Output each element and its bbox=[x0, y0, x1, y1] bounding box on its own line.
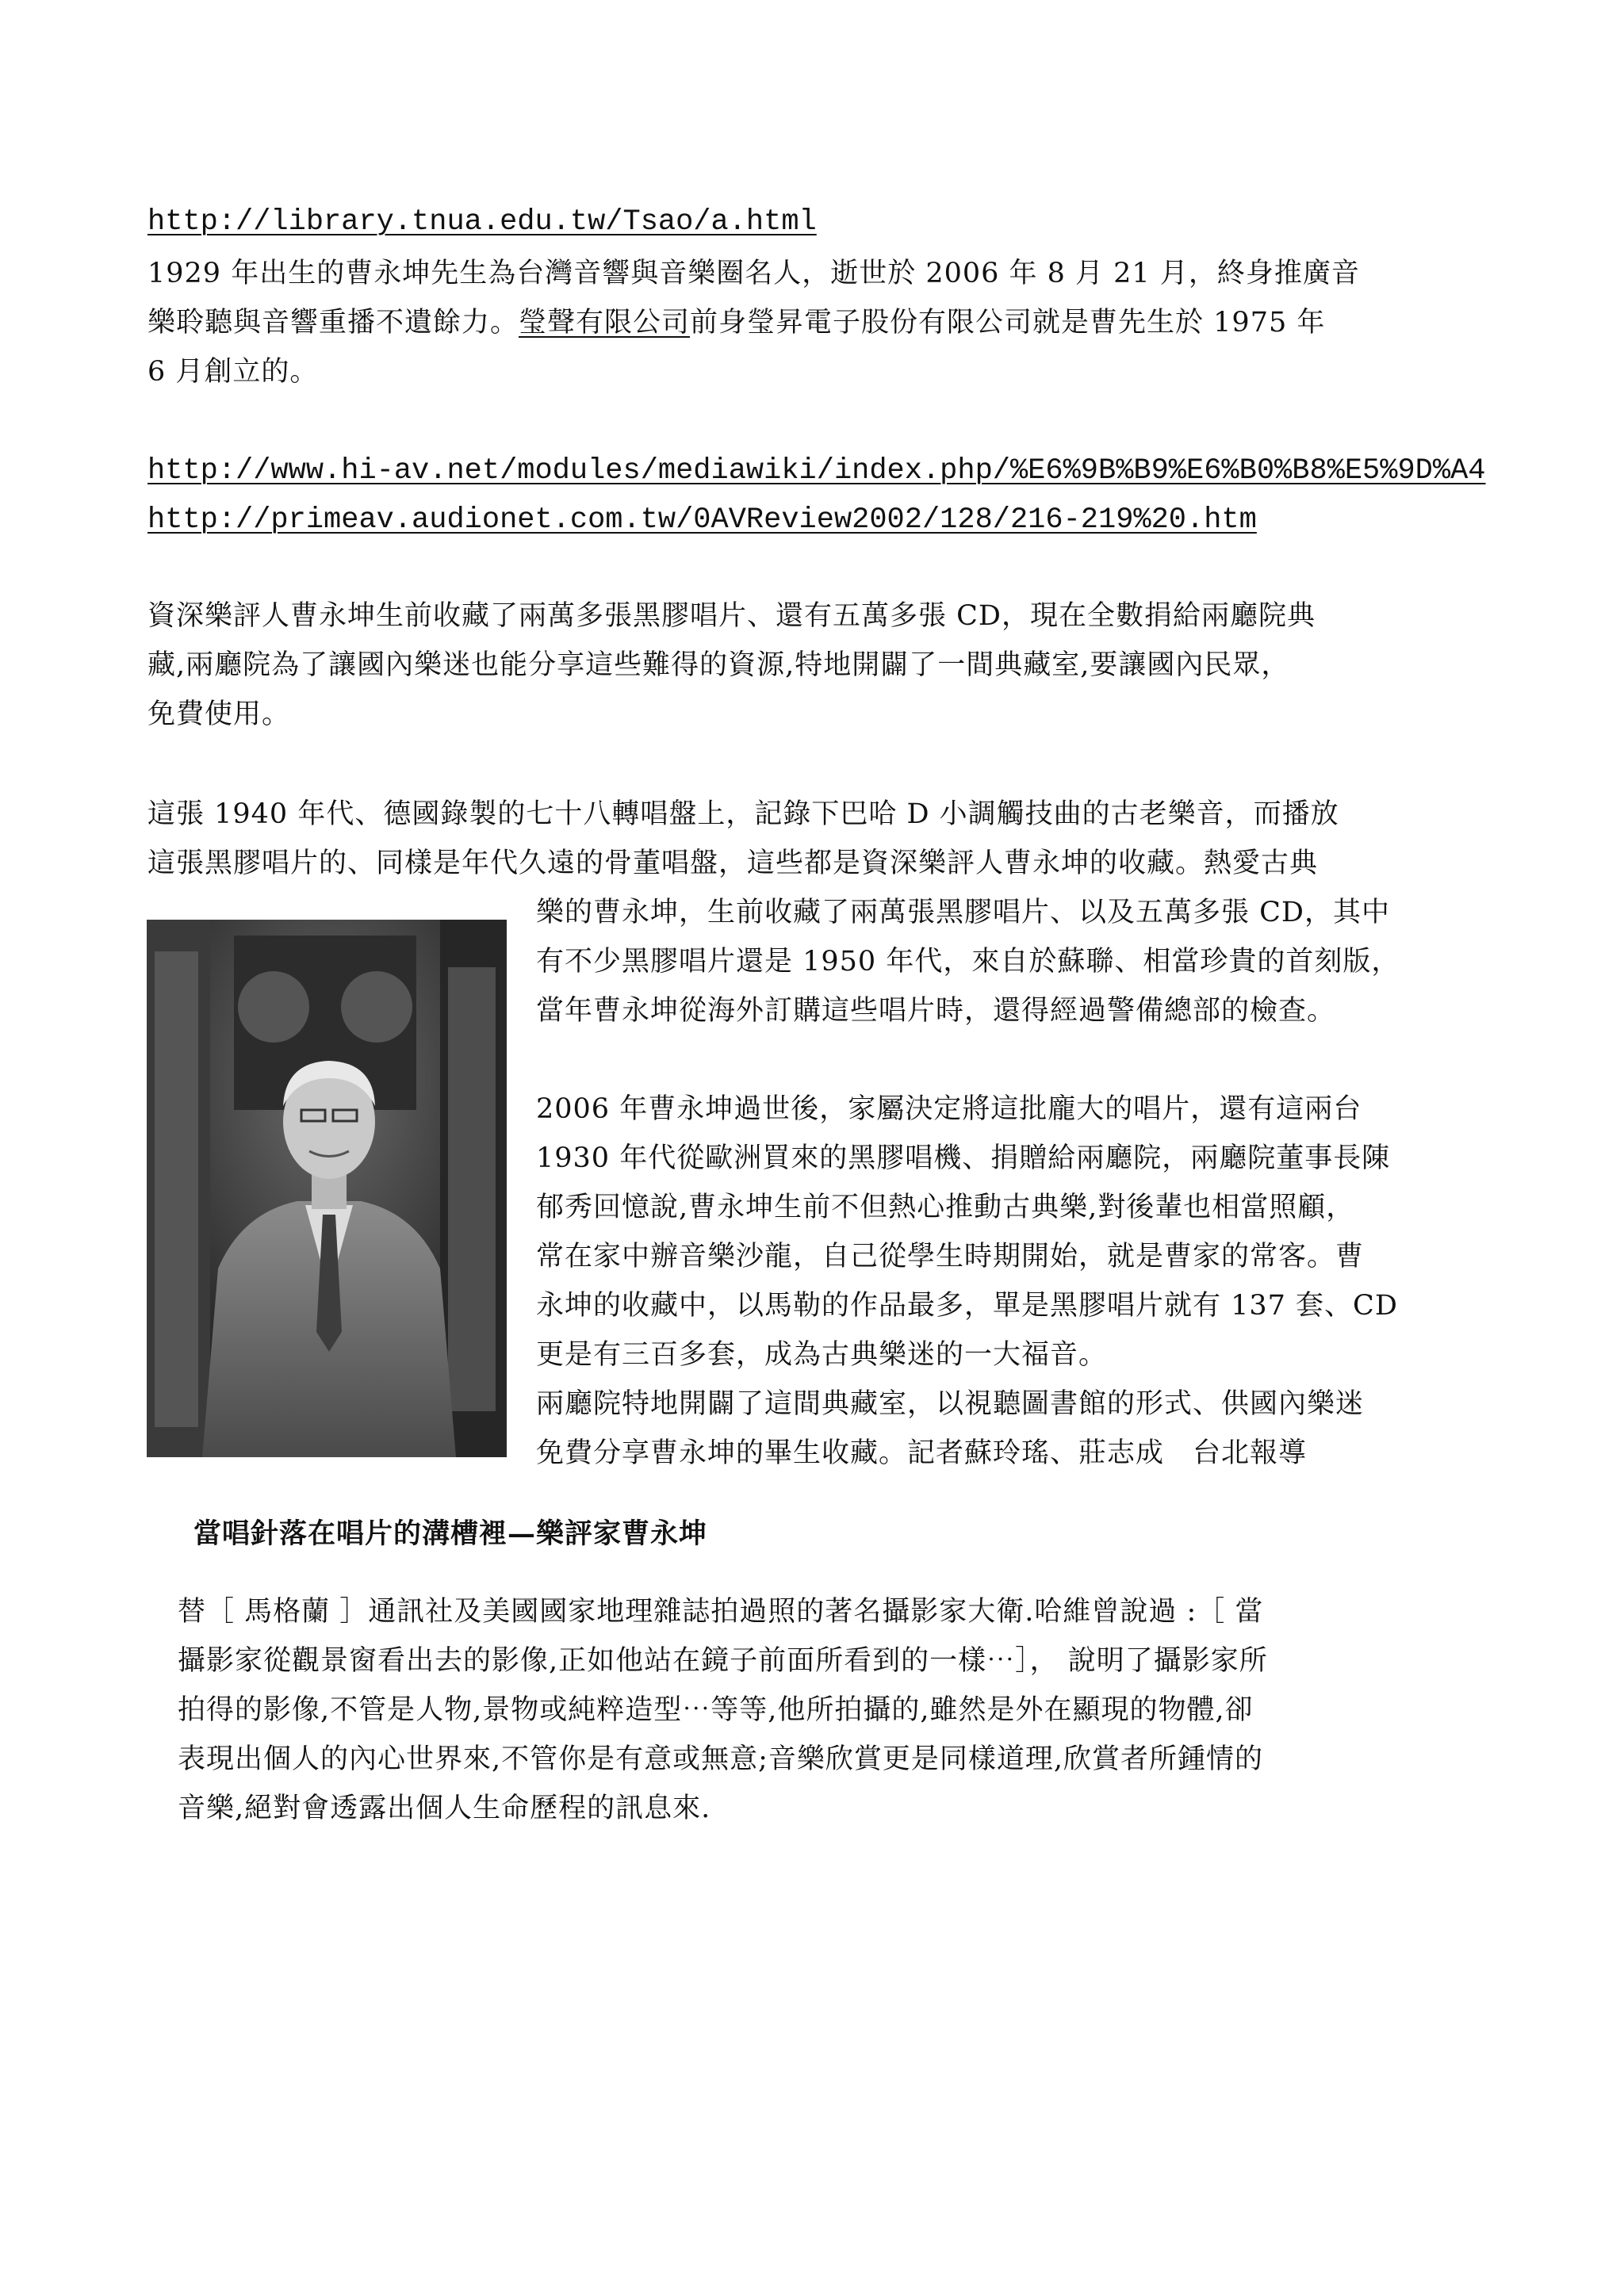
article-line-13: 免費分享曹永坤的畢生收藏。記者蘇玲瑤、莊志成 台北報導 bbox=[536, 1437, 1308, 1469]
donation-line-3: 免費使用。 bbox=[147, 698, 291, 730]
portrait-photo bbox=[147, 920, 507, 1457]
article-line-11: 更是有三百多套，成為古典樂迷的一大福音。 bbox=[536, 1339, 1108, 1371]
article-line-4: 有不少黑膠唱片還是 1950 年代，來自於蘇聯、相當珍貴的首刻版， bbox=[536, 946, 1400, 978]
article-line-1: 這張 1940 年代、德國錄製的七十八轉唱盤上，記錄下巴哈 D 小調觸技曲的古老樂音，而播放 bbox=[147, 798, 1339, 830]
essay-heading: 當唱針落在唱片的溝槽裡—樂評家曹永坤 bbox=[193, 1517, 708, 1550]
article-line-5: 當年曹永坤從海外訂購這些唱片時，還得經過警備總部的檢查。 bbox=[536, 995, 1336, 1027]
link-tnua[interactable]: http://library.tnua.edu.tw/Tsao/a.html bbox=[147, 205, 817, 239]
portrait-illustration bbox=[147, 920, 507, 1457]
article-line-2: 這張黑膠唱片的、同樣是年代久遠的骨董唱盤，這些都是資深樂評人曹永坤的收藏。熱愛古典 bbox=[147, 848, 1319, 879]
article-line-3: 樂的曹永坤，生前收藏了兩萬張黑膠唱片、以及五萬多張 CD，其中 bbox=[536, 897, 1390, 928]
essay-line-5: 音樂,絕對會透露出個人生命歷程的訊息來. bbox=[178, 1793, 711, 1824]
article-line-9: 常在家中辦音樂沙龍，自己從學生時期開始，就是曹家的常客。曹 bbox=[536, 1241, 1365, 1272]
article-line-7: 1930 年代從歐洲買來的黑膠唱機、捐贈給兩廳院，兩廳院董事長陳 bbox=[536, 1142, 1391, 1174]
intro-line-2-a: 樂聆聽與音響重播不遺餘力。 bbox=[147, 307, 519, 339]
company-link[interactable]: 瑩聲有限公司 bbox=[519, 307, 691, 339]
essay-line-2: 攝影家從觀景窗看出去的影像,正如他站在鏡子前面所看到的一樣⋯］， 說明了攝影家所 bbox=[178, 1645, 1268, 1677]
link-primeav[interactable]: http://primeav.audionet.com.tw/0AVReview2002/128/216-219%20.htm bbox=[147, 503, 1257, 537]
intro-line-2 bbox=[147, 306, 1325, 339]
intro-line-1: 1929 年出生的曹永坤先生為台灣音響與音樂圈名人，逝世於 2006 年 8 月 21 月，終身推廣音 bbox=[147, 258, 1360, 289]
link-hiav[interactable]: http://www.hi-av.net/modules/mediawiki/index.php/%E6%9B%B9%E6%B0%B8%E5%9D%A4 bbox=[147, 454, 1486, 488]
essay-line-4: 表現出個人的內心世界來,不管你是有意或無意;音樂欣賞更是同樣道理,欣賞者所鍾情的 bbox=[178, 1743, 1264, 1775]
article-line-6: 2006 年曹永坤過世後，家屬決定將這批龐大的唱片，還有這兩台 bbox=[536, 1093, 1362, 1125]
intro-line-3: 6 月創立的。 bbox=[147, 356, 319, 388]
article-line-10: 永坤的收藏中，以馬勒的作品最多，單是黑膠唱片就有 137 套、CD bbox=[536, 1290, 1398, 1322]
essay-line-1: 替［ 馬格蘭 ］通訊社及美國國家地理雜誌拍過照的著名攝影家大衛.哈維曾說過 :［ 當 bbox=[178, 1596, 1264, 1628]
donation-line-1: 資深樂評人曹永坤生前收藏了兩萬多張黑膠唱片、還有五萬多張 CD，現在全數捐給兩廳院典 bbox=[147, 600, 1316, 632]
donation-line-2: 藏,兩廳院為了讓國內樂迷也能分享這些難得的資源,特地開闢了一間典藏室,要讓國內民眾， bbox=[147, 649, 1290, 681]
article-line-8: 郁秀回憶說,曹永坤生前不但熱心推動古典樂,對後輩也相當照顧， bbox=[536, 1192, 1355, 1223]
intro-line-2-b: 前身瑩昇電子股份有限公司就是曹先生於 1975 年 bbox=[690, 307, 1326, 339]
essay-line-3: 拍得的影像,不管是人物,景物或純粹造型⋯等等,他所拍攝的,雖然是外在顯現的物體,卻 bbox=[178, 1694, 1254, 1726]
article-line-12: 兩廳院特地開闢了這間典藏室，以視聽圖書館的形式、供國內樂迷 bbox=[536, 1388, 1365, 1420]
